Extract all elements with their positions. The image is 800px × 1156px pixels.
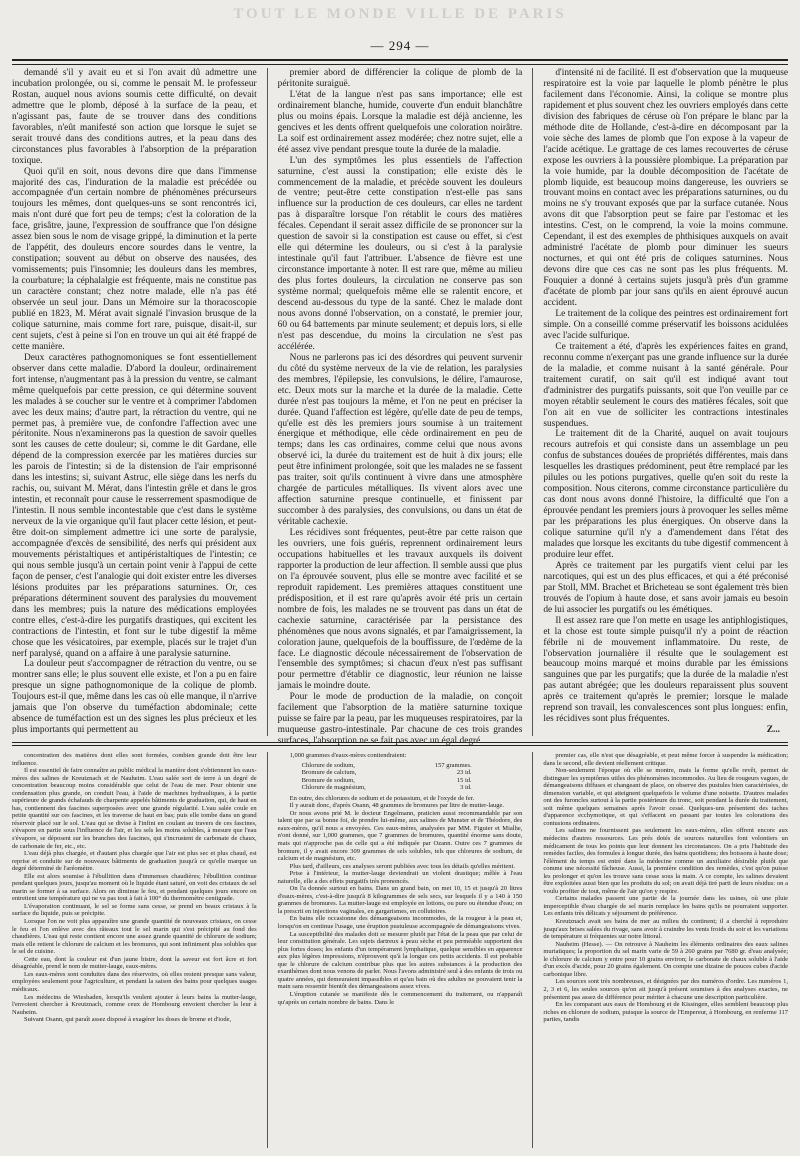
paragraph: Le traitement dit de la Charité, auquel on avait toujours recours autrefois et qui consiste dans un assemblage un peu confus de substances douées de propriétés différentes, mais dans lesquelles les drastiques prédominent, peut être remplacé par les pilules ou les potions purgatives, quelle qu'en soit du reste la composition. Nous citerons, comme circonstance particulière du cas dont nous avons donné l'histoire, la difficulté que l'on a éprouvée pendant les premiers jours à provoquer les selles même par les préparations les plus énergiques. On observe dans la colique saturnine qu'il n'y a d'amendement dans l'état des malades que lorsque les excitants du tube digestif commencent à produire leur effet. [543, 429, 789, 560]
header-rule [12, 59, 788, 65]
substance-amount: 15 id. [456, 776, 472, 784]
page-header [0, 0, 800, 62]
paragraph: Deux caractères pathognomoniques se font essentiellement observer dans cette maladie. D'abord la douleur, ordinairement fort intense, n'augmentant pas à la pression du ventre, se calmant même quelquefois par cette pression, ce qui détermine souvent les malades à se coucher sur le ventre et à comprimer l'abdomen avec les deux mains; d'autre part, la rétraction du ventre, qui ne permet pas, à première vue, de confondre l'affection avec une péritonite. Nous n'examinerons pas la question de savoir quelles sont les causes de cette douleur; si, comme le dit Gardane, elle dépend de la compression exercée par les matières durcies sur les parois de l'intestin; si de la distension de l'air emprisonné dans les intestins; si, suivant Astruc, elle siège dans les nerfs du rachis, ou, suivant M. Mérat, dans l'intestin grêle et dans le gros intestin, et reconnaît pour cause le resserrement spasmodique de l'intestin. Il nous semble incontestable que c'est dans le système nerveux de la vie organique qu'il faut placer cette lésion, et peut-être doit-on simplement admettre ici une sorte de paralysie, accompagnée d'excès de sensibilité, des nerfs qui président aux mouvements péristaltiques et antipéristaltiques de l'intestin; ce qui nous semble jusqu'à un certain point venir à l'appui de cette façon de penser, c'est l'analogie qui doit exister entre les diverses lésions produites par les préparations saturnines. Or, ces préparations déterminent souvent des paralysies du mouvement dans les membres; puis la nature des médications employées contre elles, c'est-à-dire les purgatifs drastiques, qui excitent les contractions de l'intestin, et font sur le tube digestif la même chose que les vésicatoires, par exemple, placés sur le trajet d'un nerf paralysé, quand on a affaire à une paralysie saturnine. [12, 352, 257, 659]
section-rule [12, 745, 788, 746]
lower-column-3 [543, 752, 788, 1148]
table-intro: 1,000 grammes d'eaux-mères contiendraient: [289, 752, 407, 759]
paragraph: La susceptibilité des malades doit se mesurer plutôt par l'état de la peau que par celui de leur constitution générale. Les sujets dartreux à peau sèche et peu perméable supportent des plus fortes doses; les enfants d'un tempérament lymphatique, quelque sensibles en apparence aux plus légères impressions, n'éprouvent qu'à la longue ces petits accidents. Il est probable que le chlorure de calcium contribue plus que les autres substances à la production des exanthèmes dont nous venons de parler. Nous l'avons administré seul à des enfants de trois ou quatre années, qui demeuraient impassibles et qu'au bain où des adultes ne pouvaient tenir la main sans ressentir bientôt des démangeaisons assez vives. [277, 930, 523, 991]
table-row [278, 784, 523, 792]
paragraph: d'intensité ni de facilité. Il est d'observation que la muqueuse respiratoire est la voie par laquelle le plomb pénètre le plus facilement dans l'économie. Ainsi, la colique se montre plus rapidement et plus souvent chez les ouvriers employés dans cette division des fabriques de céruse où l'on prépare le blanc par la méthode dite de Hollande, c'est-à-dire en décomposant par la voie sèche des lames de plomb que l'on expose à la vapeur de l'acide acétique. Le grattage de ces lames recouvertes de céruse expose les ouvriers à la poussière plombique. La préparation par la voie humide, par la double décomposition de l'acétate de plomb liquide, est beaucoup moins dangereuse, les ouvriers se trouvant moins en contact avec les préparations saturnines, ou du moins ne s'y trouvant exposés que par la surface cutanée. Nous avons dit que l'absorption peut se faire par l'estomac et les intestins. C'est, on le comprend, la voie la moins commune. Cependant, il est des exemples de phthisiques auxquels on avait administré l'acétate de plomb pour diminuer les sueurs nocturnes, et qui ont été pris de coliques saturnines. Nous devons dire que ces cas ne sont pas les plus fréquents. M. Fouquier a donné à certains sujets jusqu'à près d'un gramme d'acétate de plomb par jour sans qu'ils en aient éprouvé aucun accident. [543, 68, 789, 309]
paragraph: Les médecins de Wiesbaden, lorsqu'ils veulent ajouter à leurs bains la mutter-lauge, l'envoient chercher à Kreutznach, comme ceux de Hombourg envoient chercher la leur à Nauheim. [12, 993, 257, 1016]
paragraph: Certains malades passent une partie de la journée dans les usines, où une pluie imperceptible d'eau chargée de sel marin remplace les bains qu'ils ne pourraient supporter. Les enfants très délicats y séjournent de préférence. [543, 895, 789, 918]
paragraph: Les récidives sont fréquentes, peut-être par cette raison que les ouvriers, une fois guéris, reprennent ordinairement leurs occupations habituelles et les travaux auxquels ils doivent rapporter la production de leur affection. Il semble aussi que plus on l'a éprouvée souvent, plus elle se montre avec facilité et se reproduit rapidement. Les premières attaques constituent une prédisposition, et il est rare qu'après avoir été pris un certain nombre de fois, les malades ne se trouvent pas dans un état de cachexie saturnine, caractérisée par la persistance des phénomènes que nous avons signalés, et par l'amaigrissement, la coloration jaune, quelquefois de la bouffissure, de l'œdème de la face. Le diagnostic découle nécessairement de l'observation de l'ensemble des symptômes; si chacun d'eux n'est pas suffisant pour permettre d'établir ce diagnostic, leur réunion ne laisse jamais le moindre doute. [277, 528, 523, 692]
paragraph: Le traitement de la colique des peintres est ordinairement fort simple. On a conseillé comme préservatif les boissons acidulées avec l'acide sulfurique. [543, 308, 789, 341]
paragraph: Elle est alors soumise à l'ébullition dans d'immenses chaudières; l'ébullition continue pendant quelques jours, jusqu'au moment où le liquide étant saturé, on voit des cristaux de sel marin se former à sa surface. Alors on diminue le feu, et pendant quelques jours encore on entretient une température qui ne va pas tout à fait à 100° du thermomètre centigrade. [12, 872, 257, 903]
page-number: — 294 — [370, 38, 430, 53]
upper-article [12, 68, 789, 747]
paragraph: Suivant Osann, qui paraît assez disposé à exagérer les doses de brome et d'iode, [24, 1016, 232, 1024]
paragraph: L'eau déjà plus chargée, et d'autant plus chargée que l'air est plus sec et plus chaud, est reprise et conduite sur de nouveaux bâtiments de graduation jusqu'à ce qu'elle marque un degré déterminé de l'aréomètre. [12, 850, 257, 873]
paragraph: Il est essentiel de faire connaître au public médical la manière dont s'obtiennent les eaux-mères des salines de Kreutznach et de Nauheim. L'eau salée sort de terre à un degré de concentration beaucoup moins considérable que celui de l'eau de mer. Pour obtenir une condensation plus grande, on conduit l'eau, à l'aide de machines hydrauliques, à la partie supérieure de grands échafauds de charpente appelés bâtiments de graduation, qui, de haut en bas, contiennent des fascines superposées avec une grande régularité. L'eau salée coule en petite quantité sur ces fascines, et les traverse de haut en bas; puis elle tombe dans un grand réservoir placé sur le sol. L'eau qui se divise à l'infini en coulant au travers de ces fascines, s'évapore en partie sous l'influence de l'air, et les sels les moins solubles, à mesure que l'eau s'évapore, se déposent sur les branches des fascines, qui s'incrustent de carbonate de chaux, de carbonate de fer, etc., etc. [12, 767, 257, 850]
table-row [278, 769, 523, 777]
table-row [278, 762, 523, 770]
paragraph: L'évaporation continuant, le sel se forme sans cesse, se prend en beaux cristaux à la surface du liquide, puis se précipite. [12, 902, 257, 918]
author-signature: Z... [766, 725, 781, 736]
substance-name: Chlorure de sodium, [301, 761, 355, 769]
paragraph: Or nous avons prié M. le docteur Engelmann, praticien aussi recommandable par son talent que par sa bonne foi, de prendre lui-même, aux salines de Munster et de Théodore, des eaux-mères, qu'il nous a envoyées. Ces eaux-mères, analysées par MM. Figuier et Mialhe, n'ont donné, sur 1,000 grammes, que 7 grammes de bromures, quantité énorme sans doute, mais qui n'approche pas de celle qui a été indiquée par Ozann. Outre ces 7 grammes de bromure, il y avait encore 309 grammes de sels solubles, tels que chlorures de sodium, de calcium et de magnésium, etc. [277, 809, 523, 863]
paragraph: concentration des matières dont elles sont formées, combien grande doit être leur influence. [12, 752, 257, 767]
paragraph: Quoi qu'il en soit, nous devons dire que dans l'immense majorité des cas, l'induration de la maladie est précédée ou accompagnée d'un certain nombre de phénomènes précurseurs toujours les mêmes, dont quelques-uns se sont rencontrés ici, mais n'ont duré que fort peu de temps; c'est la coloration de la face, grisâtre, jaune, l'expression de souffrance que l'on désigne assez bien sous le nom de visage grippé, la diminution et la perte de l'appétit, des douleurs encore sourdes dans le ventre, la constipation; souvent au début on observe des nausées, des vomissements; puis l'insomnie; les douleurs dans les membres, la courbature; la céphalalgie est fréquente, mais ne constitue pas un caractère constant; chez notre malade, elle n'a pas été observée un seul jour. Dans un Mémoire sur la thoracoscopie publié en 1823, M. Mérat avait signalé l'invasion brusque de la colique saturnine, mais comme fort rare, puisque, disait-il, sur cent sujets, c'est à peine si l'on en trouve un qui ait été frappé de cette manière. [12, 166, 257, 352]
composition-table [278, 762, 523, 792]
paragraph: Lorsque l'on ne voit plus apparaître une grande quantité de nouveaux cristaux, on cesse le feu et l'on enlève avec des râteaux tout le sel marin qui s'est précipité au fond des chaudières. L'eau qui reste contient encore une assez grande quantité de chlorure de sodium; mais elle retient le chlorure de calcium et les bromures, qui sont infiniment plus solubles que le sel de cuisine. [12, 918, 257, 956]
substance-amount: 23 id. [456, 769, 472, 777]
paragraph: Les eaux-mères sont conduites dans des réservoirs, où elles restent presque sans valeur, employées seulement pour l'agriculture, et pendant la saison des bains pour quelques usages médicaux. [12, 970, 257, 993]
paragraph: Kreutznach avait ses bains de mer au milieu du continent; il a cherché à reproduire jusqu'aux brises salées du rivage, sans avoir à craindre les vents froids du soir et les variations de température si fréquentes sur notre littoral. [543, 918, 789, 941]
paragraph: Il est assez rare que l'on mette en usage les antiphlogistiques, et la chose est toute simple puisqu'il n'y a point de réaction fébrile ni de mouvement inflammatoire. Du reste, de l'observation journalière il résulte que le soulagement est beaucoup moins marqué et moins durable par les émissions sanguines que par les purgatifs; que la durée de la maladie n'est pas autant abrégée; que les douleurs reparaissent plus souvent après ce traitement qu'après le premier; lorsque le malade reprend son travail, les convalescences sont plus longues: enfin, les récidives sont plus fréquentes. [543, 615, 789, 725]
paragraph: Après ce traitement par les purgatifs vient celui par les narcotiques, qui est un des plus efficaces, et qui a été préconisé par Stoll, MM. Brachet et Bricheteau se sont également très bien trouvés de l'opium à haute dose, et sans avoir jamais eu besoin de lui associer les purgatifs ou les émétiques. [543, 560, 789, 615]
upper-column-1 [12, 68, 257, 736]
paragraph: La douleur peut s'accompagner de rétraction du ventre, ou se montrer sans elle; le plus souvent elle existe, et l'on a pu en faire presque un signe pathognomonique de la colique de plomb. Toujours est-il que, même dans les cas où elle manque, il n'arrive jamais que l'on observe du tuméfaction abdominale; cette absence de tuméfaction est un des signes les plus précieux et les plus importants qui permettent au [12, 659, 257, 736]
lower-article [12, 752, 788, 1148]
paragraph: L'éruption cutanée se manifeste dès le commencement du traitement, ou n'apparaît qu'après un certain nombre de bains. Dans le [277, 990, 523, 1006]
paragraph: Plus tard, d'ailleurs, ces analyses seront publiées avec tous les détails qu'elles méritent. [289, 862, 515, 870]
substance-name: Chlorure de magnésium, [301, 784, 366, 792]
paragraph: Nauheim (Hesse). — On retrouve à Nauheim les éléments ordinaires des eaux salines muriatiques; la proportion du sel marin varie de 59 à 260 grains par 7680 gr. d'eau analysée; le chlorure de calcium y entre pour 10 grains environ; le carbonate de chaux soluble à l'aide d'un excès d'acide, pour 20 grains également. On compte une dizaine de pouces cubes d'acide carbonique libre. [543, 940, 789, 978]
table-row [278, 777, 523, 785]
paragraph: Nous ne parlerons pas ici des désordres qui peuvent survenir du côté du système nerveux de la vie de relation, les paralysies des membres, l'épilepsie, les convulsions, le délire, l'amaurose, etc. Deux mots sur la marche et la durée de la maladie. Cette durée n'est pas toujours la même, et l'on ne peut en préciser la durée. Quand l'affection est légère, qu'elle date de peu de temps, qu'elle est dès les premiers jours soumise à un traitement énergique et méthodique, elle cède ordinairement en peu de temps; dans les cas ordinaires, comme celui que nous avons observé ici, la durée du traitement est de huit à dix jours; elle peut être infiniment prolongée, soit que les malades ne se fassent pas traiter, soit qu'ils continuent à vivre dans une atmosphère chargée de particules métalliques. Ils vivent alors avec une affection saturnine presque continuelle, et finissent par succomber à des paralysies, des convulsions, ou dans un état de véritable cachexie. [277, 352, 523, 528]
paragraph: Il y aurait donc, d'après Osann, 48 grammes de bromures par litre de mutter-lauge. [289, 802, 505, 810]
paragraph: En les comparant aux eaux de Hombourg et de Kissingen, elles semblent beaucoup plus riches en chlorure de sodium, puisque la source de l'Empereur, à Hombourg, en renferme 117 parties, tandis [543, 1001, 789, 1024]
paragraph: Non-seulement l'époque où elle se montre, mais la forme qu'elle revêt, permet de distinguer les symptômes utiles des phénomènes incommodes. Au lieu de rougeurs vagues, de démangeaisons diffuses et changeant de place, on observe des pustules bien caractérisées, de dimension variable, et qui atteignent quelquefois le volume d'une noisette. D'autres malades ont des furoncles surtout à la partie postérieure du tronc, soit pendant la durée du traitement, soit même quelques semaines après l'avoir cessé. Quelques-uns présentent des taches d'apparence ecchymotique, et qui s'effacent en passant par toutes les colorations des contusions ordinaires. [543, 767, 789, 827]
paragraph: En outre, des chlorures de sodium et de potassium, et de l'oxyde de fer. [289, 794, 475, 802]
paragraph: Prise à l'intérieur, la mutter-lauge deviendrait un violent drastique; mêlée à l'eau naturelle, elle a des effets purgatifs très prononcés. [277, 870, 523, 885]
column-divider [532, 752, 533, 1148]
upper-column-3 [543, 68, 788, 736]
paragraph: Pour le mode de production de la maladie, on conçoit facilement que l'absorption de la matière saturnine toxique puisse se faire par la peau, par les muqueuses respiratoires, par la muqueuse gastro-intestinale. Par chacune de ces trois grandes surfaces, l'absorption ne se fait pas avec un égal degré [277, 692, 523, 747]
paragraph: Les salines ne fournissent pas seulement les eaux-mères, elles offrent encore aux médecins d'autres ressources. Les prés dotés de sources naturelles font volontiers un médicament de tous les points que leur donnent les circonstances. On a pris l'habitude des remèdes faciles, des formules à longue durée, des bains quotidiens; des boissons à haute dose; l'élément du temps est entré dans la médecine comme un auxiliaire désirable plutôt que comme une nécessité fâcheuse. Aussi, la première condition des remèdes, c'est qu'on puisse les prolonger et qu'on les trouve sans cesse sous la main. A ce compte, les salines devaient être exploitées aussi bien que les produits du sol; on avait déjà tiré parti de leurs résidus: on a voulu profiter de tout, même de l'air qu'on y respire. [543, 827, 789, 895]
paragraph: L'état de la langue n'est pas sans importance; elle est ordinairement blanche, humide, couverte d'un enduit blanchâtre plus ou moins épais. Lorsque la maladie est déjà ancienne, les gencives et les dents offrent quelquefois une coloration noirâtre. La soif est ordinairement assez modérée; chez notre sujet, elle a été assez vive pendant presque toute la durée de la maladie. [277, 89, 523, 155]
paragraph: Cette eau, dont la couleur est d'un jaune bistre, dont la saveur est fort âcre et fort désagréable, prend le nom de mutter-lauge, eaux-mères. [12, 955, 257, 971]
column-divider [532, 68, 533, 736]
column-divider [267, 68, 268, 736]
paragraph: Ce traitement a été, d'après les expériences faites en grand, reconnu comme n'exerçant pas une grande influence sur la durée de la maladie, et comme nuisant à la santé générale. Pour traitement curatif, on sait qu'il est indiqué avant tout d'administrer des purgatifs puissants, soit que l'on veuille par ce moyen rétablir seulement le cours des matières fécales, soit que l'on ait en vue de solliciter les contractions intestinales suspendues. [543, 341, 789, 429]
substance-name: Bromure de sodium, [301, 776, 355, 784]
lower-column-2 [278, 752, 523, 1148]
bleed-through-masthead: TOUT LE MONDE VILLE DE PARIS [233, 6, 567, 22]
column-divider [267, 752, 268, 1148]
upper-column-2 [277, 68, 523, 747]
paragraph: On l'a donnée surtout en bains. Dans un grand bain, on met 10, 15 et jusqu'à 20 litres d'eaux-mères, c'est-à-dire jusqu'à 8 kilogrammes de sels secs, sur lesquels il y a 140 à 150 grammes de bromures. La mutter-lauge est employée en lotions, ou pure ou étendue d'eau; on la prescrit en injections vaginales, en gargarismes, en collutoires. [277, 885, 523, 915]
paragraph: premier abord de différencier la colique de plomb de la péritonite suraiguë. [277, 68, 523, 89]
paragraph: demandé s'il y avait eu et si l'on avait dû admettre une incubation prolongée, ou si, comme le pensait M. le professeur Rostan, auquel nous avions soumis cette difficulté, on devait admettre que le plomb, déposé à la surface de la peau, et n'agissant pas, faute de se trouver dans des conditions favorables, n'eût manifesté son action que lorsque le sujet se serait trouvé dans des conditions autres, et la peau dans des circonstances plus favorables à l'absorption de la préparation toxique. [12, 68, 257, 166]
substance-amount: 157 grammes. [434, 761, 472, 769]
paragraph: L'un des symptômes les plus essentiels de l'affection saturnine, c'est aussi la constipation; elle existe dès le commencement de la maladie, et précède souvent les douleurs de ventre; peut-être cette constipation n'est-elle pas sans influence sur la production de ces douleurs, car elles ne tardent pas à disparaître lorsque l'on rétablit le cours des matières fécales. Cependant il serait assez difficile de se prononcer sur la question de savoir si la constipation est cause ou effet, si c'est elle qui détermine les douleurs, ou si c'est à la paralysie intestinale qu'il faut l'attribuer. L'absence de fièvre est une circonstance importante à noter. Il est rare que, même au milieu des plus fortes douleurs, la circulation ne conserve pas son système normal; quelquefois même elle se ralentit encore, et descend au-dessous du type de la santé. Chez le malade dont nous avons donné l'observation, on a constaté, le premier jour, 60 ou 64 battements par minute seulement; et depuis lors, si elle n'est pas descendue, du moins la circulation ne s'est pas accélérée. [277, 155, 523, 352]
lower-column-1 [12, 752, 257, 1148]
paragraph: En bains elle occasionne des démangeaisons incommodes, de la rougeur à la peau et, lorsqu'on en continue l'usage, une éruption pustuleuse accompagnée de démangeaisons vives. [277, 915, 523, 931]
section-rule [12, 742, 788, 743]
paragraph: Les sources sont très nombreuses, et désignées par des numéros d'ordre. Les numéros 1, 2, 3 et 6, les seules sources qu'on ait jusqu'à présent soumises à des analyses exactes, ne présentent pas assez de différence pour mériter à chacune une description particulière. [543, 978, 789, 1001]
substance-amount: 3 id. [460, 784, 472, 792]
paragraph: premier cas, elle n'est que désagréable, et peut même forcer à suspendre la médication; dans le second, elle devient réellement critique. [543, 752, 789, 767]
substance-name: Bromure de calcium, [301, 769, 357, 777]
